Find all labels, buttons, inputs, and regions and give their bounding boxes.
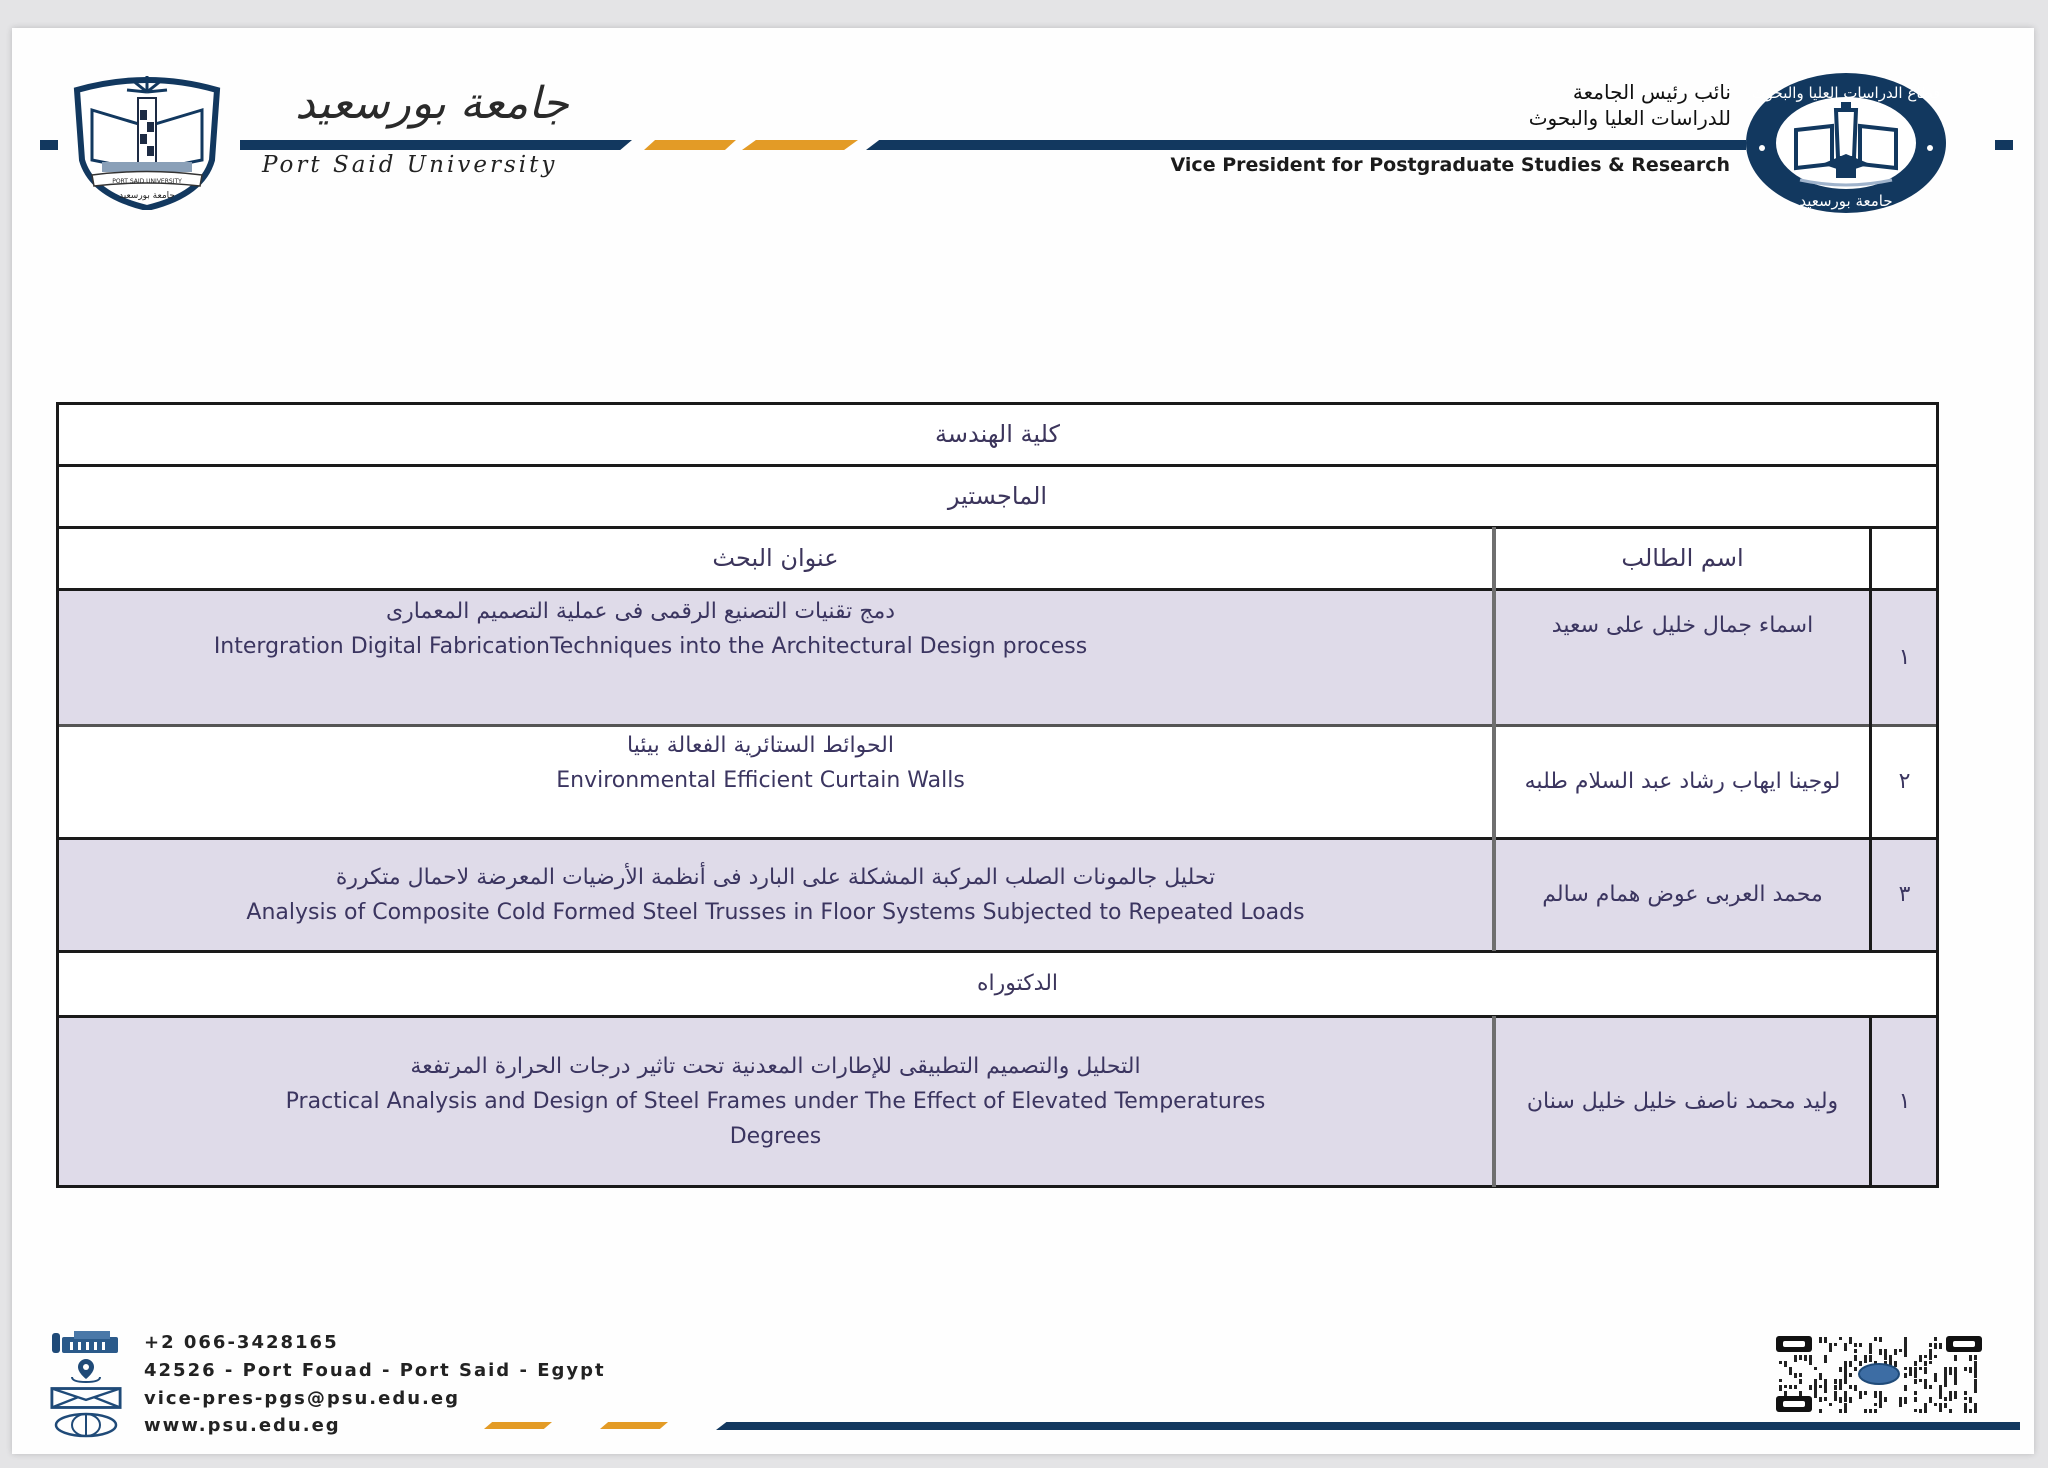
footer-website (50, 1412, 341, 1438)
header-band-stub-left (40, 140, 58, 150)
table-border-left (56, 402, 59, 1188)
table-rule (57, 588, 1938, 591)
qr-module (1824, 1355, 1827, 1363)
qr-module (1929, 1349, 1932, 1355)
footer-address (50, 1357, 606, 1383)
qr-module (1974, 1409, 1977, 1413)
table-rule (57, 1015, 1938, 1018)
thesis-title-arabic: الحوائط الستائرية الفعالة بيئيا (627, 733, 894, 758)
qr-module (1954, 1367, 1957, 1374)
table-row (57, 838, 1938, 951)
qr-module (1839, 1409, 1842, 1413)
header-band-orange-2 (742, 140, 858, 150)
qr-module (1904, 1367, 1907, 1370)
qr-module (1929, 1355, 1932, 1360)
qr-module (1789, 1385, 1792, 1389)
qr-module (1829, 1343, 1832, 1350)
table-rule (57, 950, 1938, 953)
qr-module (1939, 1343, 1942, 1349)
thesis-title-english: Intergration Digital FabricationTechniques into the Architectural Design process (213, 634, 1088, 659)
qr-module (1924, 1409, 1927, 1413)
qr-module (1914, 1373, 1917, 1378)
table-rule (57, 464, 1938, 467)
qr-module (1824, 1397, 1827, 1401)
qr-module (1929, 1385, 1932, 1389)
qr-module (1854, 1343, 1857, 1347)
thesis-title-arabic: دمج تقنيات التصنيع الرقمى فى عملية التصميم المعمارى (385, 599, 896, 624)
svg-text:جامعة بورسعيد: جامعة بورسعيد (119, 191, 175, 201)
qr-module (1969, 1397, 1972, 1403)
qr-module (1919, 1367, 1922, 1370)
qr-module (1924, 1403, 1927, 1410)
masters-section-label: الماجستير (947, 482, 1048, 510)
qr-module (1804, 1355, 1807, 1361)
qr-module (1939, 1391, 1942, 1399)
qr-module (1859, 1343, 1862, 1347)
qr-module (1844, 1391, 1847, 1397)
qr-module (1904, 1397, 1907, 1404)
header-band-navy-right (866, 140, 1746, 150)
qr-module (1964, 1409, 1967, 1413)
qr-module (1964, 1397, 1967, 1400)
qr-module (1834, 1391, 1837, 1398)
university-name-english: Port Said University (262, 152, 558, 178)
column-header-title: عنوان البحث (712, 544, 839, 572)
column-divider-title-name (1492, 527, 1496, 951)
fax-phone-icon (50, 1329, 122, 1355)
qr-module (1794, 1355, 1797, 1362)
thesis-title-arabic: تحليل جالمونات الصلب المركبة المشكلة على البارد فى أنظمة الأرضيات المعرضة لاحمال متكررة (335, 864, 1216, 890)
qr-module (1909, 1373, 1912, 1376)
qr-module (1934, 1337, 1937, 1341)
qr-module (1894, 1349, 1897, 1355)
footer-email (50, 1385, 460, 1411)
qr-module (1939, 1409, 1942, 1412)
email-link[interactable]: vice-pres-pgs@psu.edu.eg (144, 1387, 460, 1409)
table-border-right (1936, 402, 1939, 1188)
qr-module (1914, 1361, 1917, 1366)
footer-band-orange-1 (484, 1422, 552, 1429)
qr-module (1859, 1361, 1862, 1366)
postal-address: 42526 - Port Fouad - Port Said - Egypt (144, 1359, 606, 1381)
qr-module (1914, 1397, 1917, 1402)
qr-module (1844, 1373, 1847, 1379)
qr-module (1974, 1361, 1977, 1367)
qr-module (1924, 1355, 1927, 1358)
qr-module (1794, 1373, 1797, 1378)
qr-module (1839, 1367, 1842, 1372)
qr-module (1954, 1355, 1957, 1361)
qr-module (1934, 1379, 1937, 1382)
qr-module (1859, 1391, 1862, 1399)
qr-module (1869, 1349, 1872, 1354)
qr-module (1949, 1397, 1952, 1401)
row-index: ١ (1898, 644, 1911, 670)
qr-code (1775, 1335, 1983, 1413)
qr-module (1969, 1367, 1972, 1373)
qr-module (1794, 1385, 1797, 1389)
qr-module (1904, 1349, 1907, 1357)
qr-module (1829, 1349, 1832, 1352)
student-name: لوجينا ايهاب رشاد عبد السلام طلبه (1524, 769, 1841, 794)
header-band-orange-1 (644, 140, 736, 150)
table-rule (57, 526, 1938, 529)
qr-module (1944, 1373, 1947, 1380)
vice-president-title-english: Vice President for Postgraduate Studies & Research (1170, 154, 1730, 176)
qr-module (1964, 1391, 1967, 1395)
qr-module (1819, 1397, 1822, 1402)
qr-module (1834, 1397, 1837, 1401)
port-said-university-logo (62, 70, 232, 210)
student-name: وليد محمد ناصف خليل خليل سنان (1526, 1088, 1839, 1114)
qr-module (1809, 1385, 1812, 1390)
qr-module (1784, 1361, 1787, 1367)
faculty-row (57, 403, 1938, 465)
qr-module (1954, 1373, 1957, 1380)
qr-module (1914, 1379, 1917, 1384)
thesis-title-english: Environmental Efficient Curtain Walls (556, 768, 965, 793)
qr-module (1934, 1403, 1937, 1406)
envelope-icon (50, 1385, 122, 1411)
header-band-navy-left (240, 140, 632, 150)
table-border-bottom (57, 1185, 1938, 1188)
qr-module (1944, 1379, 1947, 1387)
header-band-stub-right (1995, 140, 2013, 150)
footer-band-navy (716, 1422, 2020, 1430)
qr-module (1899, 1403, 1902, 1407)
qr-module (1924, 1385, 1927, 1389)
qr-module (1864, 1391, 1867, 1395)
qr-module (1869, 1355, 1872, 1362)
column-divider-name-index (1869, 527, 1872, 951)
qr-module (1944, 1367, 1947, 1374)
qr-module (1969, 1409, 1972, 1413)
column-header-name: اسم الطالب (1621, 544, 1744, 572)
website-link[interactable]: www.psu.edu.eg (144, 1414, 341, 1436)
qr-module (1779, 1361, 1782, 1364)
qr-module (1844, 1367, 1847, 1373)
qr-module (1934, 1343, 1937, 1349)
table-border-top (57, 402, 1938, 405)
qr-module (1954, 1379, 1957, 1385)
qr-module (1799, 1391, 1802, 1396)
phone-number: +2 066-3428165 (144, 1331, 339, 1353)
table-row (57, 589, 1938, 725)
qr-module (1824, 1337, 1827, 1343)
qr-module (1904, 1373, 1907, 1378)
qr-module (1849, 1385, 1852, 1389)
postgraduate-sector-seal-logo (1740, 68, 1952, 218)
column-header-row (57, 527, 1938, 589)
qr-module (1864, 1409, 1867, 1413)
svg-text:قطاع الدراسات العليا والبحوث: قطاع الدراسات العليا والبحوث (1751, 84, 1941, 102)
qr-module (1879, 1397, 1882, 1403)
qr-module (1894, 1361, 1897, 1367)
qr-module (1904, 1385, 1907, 1391)
qr-module (1809, 1355, 1812, 1361)
footer-band-orange-2 (600, 1422, 668, 1429)
qr-module (1904, 1343, 1907, 1350)
qr-module (1784, 1385, 1787, 1388)
qr-module (1839, 1397, 1842, 1403)
qr-module (1899, 1349, 1902, 1352)
qr-module (1974, 1385, 1977, 1393)
svg-text:PORT SAID UNIVERSITY: PORT SAID UNIVERSITY (112, 178, 182, 185)
qr-module (1949, 1409, 1952, 1413)
masters-section-row (57, 465, 1938, 527)
student-name: محمد العربى عوض همام سالم (1542, 882, 1823, 907)
qr-module (1819, 1337, 1822, 1343)
qr-module (1909, 1367, 1912, 1373)
qr-module (1844, 1361, 1847, 1368)
qr-module (1929, 1343, 1932, 1347)
qr-module (1799, 1379, 1802, 1384)
qr-module (1844, 1397, 1847, 1402)
qr-module (1914, 1391, 1917, 1395)
qr-module (1799, 1355, 1802, 1360)
qr-module (1889, 1355, 1892, 1362)
thesis-title-arabic: التحليل والتصميم التطبيقى للإطارات المعدنية تحت تاثير درجات الحرارة المرتفعة (410, 1053, 1141, 1079)
qr-module (1954, 1391, 1957, 1399)
doctorate-section-label: الدكتوراه (976, 971, 1059, 996)
thesis-title-english-line1: Practical Analysis and Design of Steel Frames under The Effect of Elevated Temperatures (285, 1088, 1266, 1114)
globe-icon (50, 1412, 122, 1438)
qr-module (1879, 1337, 1882, 1342)
qr-module (1929, 1361, 1932, 1364)
qr-module (1884, 1349, 1887, 1356)
thesis-title-english-line2: Degrees (729, 1123, 822, 1149)
student-name: اسماء جمال خليل على سعيد (1551, 613, 1814, 638)
qr-module (1849, 1397, 1852, 1403)
qr-module (1834, 1343, 1837, 1346)
qr-module (1844, 1403, 1847, 1410)
qr-module (1799, 1373, 1802, 1377)
qr-module (1834, 1385, 1837, 1390)
qr-module (1919, 1379, 1922, 1382)
qr-module (1919, 1409, 1922, 1413)
qr-module (1864, 1355, 1867, 1363)
qr-module (1844, 1343, 1847, 1351)
qr-module (1924, 1361, 1927, 1366)
qr-module (1879, 1349, 1882, 1355)
qr-module (1929, 1397, 1932, 1403)
qr-module (1819, 1409, 1822, 1413)
table-rule (57, 837, 1938, 840)
qr-module (1829, 1403, 1832, 1406)
thesis-title-english: Analysis of Composite Cold Formed Steel Trusses in Floor Systems Subjected to Repeated Loads (246, 899, 1305, 925)
qr-module (1844, 1409, 1847, 1413)
qr-module (1779, 1385, 1782, 1391)
qr-module (1884, 1397, 1887, 1402)
qr-module (1819, 1373, 1822, 1380)
qr-module (1914, 1409, 1917, 1412)
qr-module (1849, 1373, 1852, 1377)
qr-module (1854, 1367, 1857, 1371)
qr-module (1849, 1361, 1852, 1367)
qr-module (1854, 1349, 1857, 1353)
vice-president-title-arabic-line1: نائب رئيس الجامعة (1572, 80, 1731, 104)
qr-module (1974, 1373, 1977, 1378)
qr-module (1839, 1385, 1842, 1390)
qr-module (1969, 1355, 1972, 1361)
row-index: ١ (1898, 1088, 1911, 1114)
qr-module (1924, 1367, 1927, 1374)
qr-module (1964, 1367, 1967, 1371)
qr-module (1939, 1385, 1942, 1392)
doctorate-section-row (57, 951, 1938, 1016)
table-row (57, 725, 1938, 838)
qr-module (1849, 1337, 1852, 1344)
vice-president-title-arabic-line2: للدراسات العليا والبحوث (1528, 106, 1731, 130)
column-divider-name-index (1869, 1016, 1872, 1187)
qr-module (1784, 1391, 1787, 1396)
qr-module (1854, 1385, 1857, 1391)
qr-module (1779, 1379, 1782, 1382)
qr-module (1824, 1379, 1827, 1386)
svg-text:جامعة بورسعيد: جامعة بورسعيد (1799, 192, 1893, 210)
qr-module (1814, 1367, 1817, 1370)
qr-module (1874, 1409, 1877, 1413)
faculty-name: كلية الهندسة (935, 420, 1060, 448)
column-divider-title-name (1492, 1016, 1496, 1187)
table-row (57, 1016, 1938, 1186)
qr-module (1934, 1355, 1937, 1358)
university-name-arabic: جامعة بورسعيد (295, 78, 569, 129)
table-rule (57, 724, 1938, 727)
qr-module (1874, 1337, 1877, 1341)
qr-module (1949, 1367, 1952, 1375)
qr-module (1844, 1379, 1847, 1384)
qr-module (1814, 1391, 1817, 1398)
qr-module (1854, 1355, 1857, 1361)
qr-module (1974, 1355, 1977, 1360)
qr-module (1879, 1391, 1882, 1398)
qr-module (1869, 1409, 1872, 1413)
footer-phone (50, 1329, 339, 1355)
qr-module (1789, 1367, 1792, 1375)
qr-module (1809, 1361, 1812, 1365)
qr-module (1974, 1379, 1977, 1386)
qr-module (1834, 1379, 1837, 1384)
location-pin-icon (50, 1357, 122, 1383)
qr-module (1874, 1403, 1877, 1406)
qr-module (1824, 1385, 1827, 1393)
row-index: ٢ (1898, 769, 1911, 794)
qr-module (1839, 1337, 1842, 1340)
qr-module (1944, 1403, 1947, 1408)
row-index: ٣ (1898, 882, 1911, 907)
qr-module (1919, 1355, 1922, 1362)
qr-module (1944, 1397, 1947, 1401)
qr-module (1924, 1379, 1927, 1386)
qr-module (1879, 1403, 1882, 1408)
qr-module (1939, 1403, 1942, 1409)
qr-module (1884, 1355, 1887, 1360)
qr-module (1819, 1385, 1822, 1388)
qr-module (1874, 1391, 1877, 1398)
